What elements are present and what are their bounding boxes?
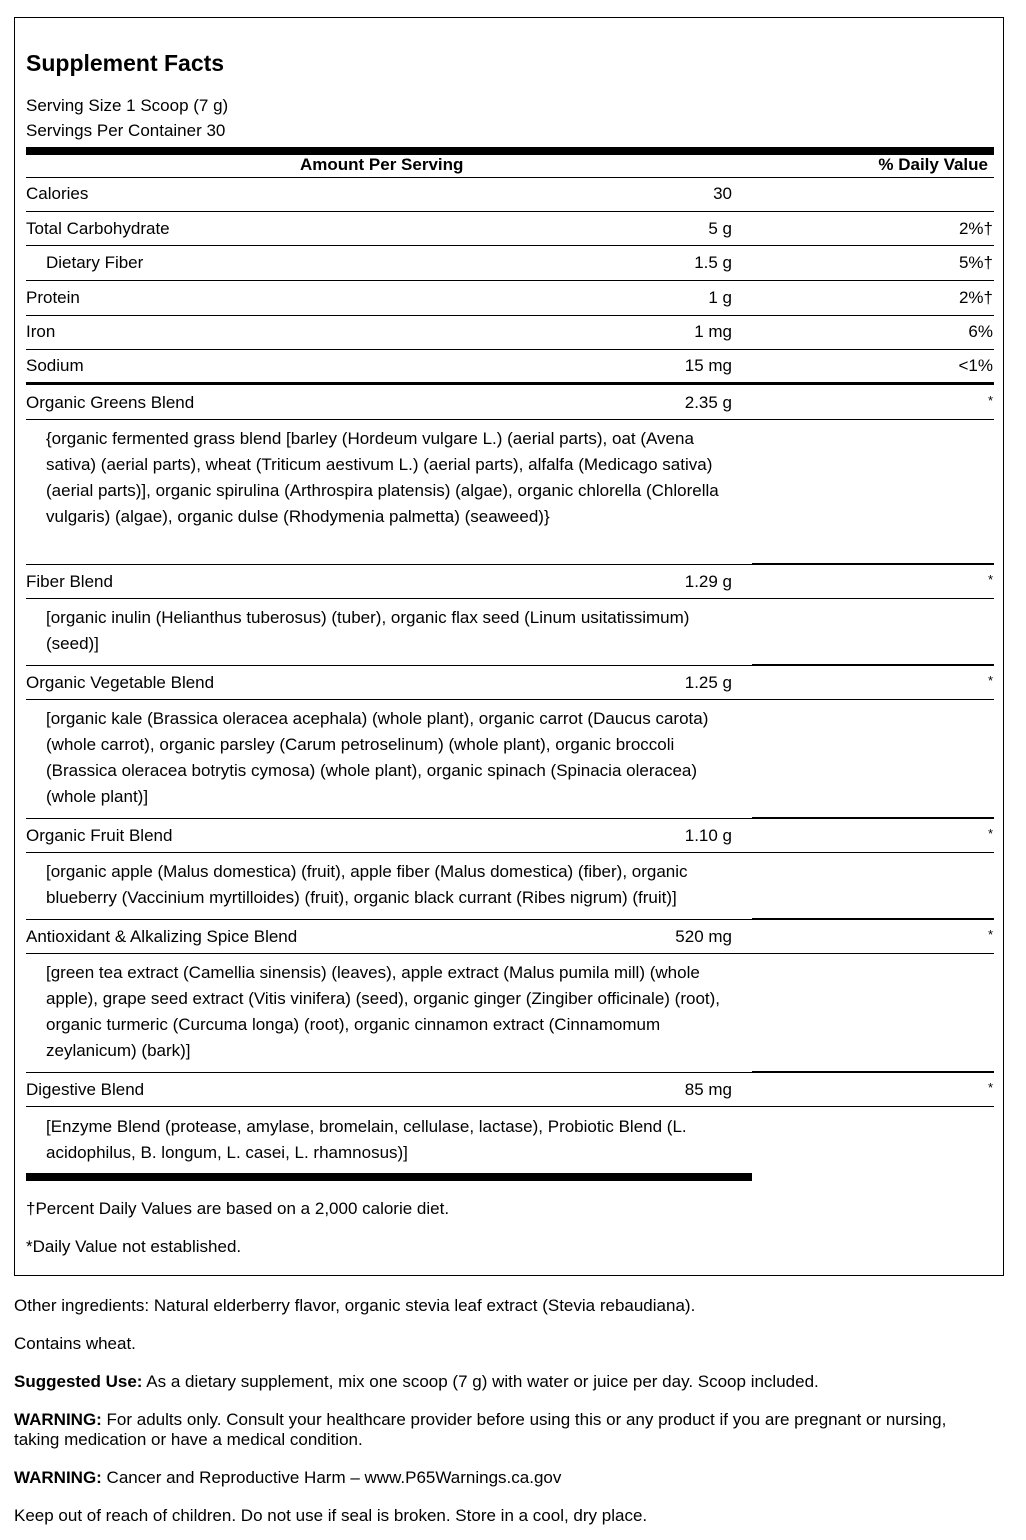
warning-text: For adults only. Consult your healthcare provider before using this or any product if you are pregnant or nursing, — [101, 1410, 947, 1429]
nutrient-daily-value: 5%† — [958, 253, 993, 272]
blend-amount: 1.10 g — [684, 826, 732, 845]
blend-amount: 1.29 g — [684, 572, 732, 591]
blend-daily-value: * — [987, 673, 993, 688]
row-divider — [26, 211, 994, 212]
panel-title: Supplement Facts — [26, 50, 225, 76]
blend-ingredients: {organic fermented grass blend [barley (Hordeum vulgare L.) (aerial parts), oat (Avena sativa) (aerial parts), wheat (Triticum aestivum L.) (aerial parts), alfalfa (Medicago sativa) (aerial parts)], organic spirulina (Arthrospira platensis) (algae), organic chlorella (Chlorella vulgaris) (algae), organic dulse (Rhodymenia palmetta) (seaweed)} — [46, 429, 719, 526]
dv-column-divider — [752, 664, 994, 666]
thick-bottom-bar — [26, 1173, 752, 1181]
row-divider — [26, 699, 994, 700]
blend-amount: 85 mg — [684, 1080, 732, 1099]
blend-daily-value: * — [987, 826, 993, 841]
daily-value-header: % Daily Value — [878, 155, 988, 174]
nutrient-name: Protein — [26, 288, 80, 307]
blend-name: Organic Fruit Blend — [26, 826, 173, 845]
row-divider — [26, 177, 994, 178]
row-divider — [26, 419, 994, 420]
other-ingredients: Other ingredients: Natural elderberry flavor, organic stevia leaf extract (Stevia rebaudiana). — [14, 1296, 696, 1315]
storage-statement: Keep out of reach of children. Do not use if seal is broken. Store in a cool, dry place. — [14, 1506, 648, 1525]
nutrient-daily-value: <1% — [958, 356, 993, 375]
row-divider — [26, 852, 994, 853]
blend-amount: 2.35 g — [684, 393, 732, 412]
serving-size: Serving Size 1 Scoop (7 g) — [26, 96, 229, 115]
footnote-star: *Daily Value not established. — [26, 1237, 242, 1256]
nutrient-name: Sodium — [26, 356, 84, 375]
blend-amount: 520 mg — [675, 927, 732, 946]
footnote-dagger: †Percent Daily Values are based on a 2,000 calorie diet. — [26, 1199, 450, 1218]
warning-text: Cancer and Reproductive Harm – www.P65Warnings.ca.gov — [101, 1468, 562, 1487]
contains-statement: Contains wheat. — [14, 1334, 136, 1353]
warning-adults-continued: taking medication or have a medical condition. — [14, 1430, 363, 1449]
blend-ingredients: [organic kale (Brassica oleracea acephala) (whole plant), organic carrot (Daucus carota) (whole carrot), organic parsley (Carum petroselinum) (whole plant), organic broccoli (Brassica oleracea botrytis cymosa) (whole plant), organic spinach (Spinacia oleracea) (whole plant)] — [46, 709, 709, 806]
servings-per-container: Servings Per Container 30 — [26, 121, 226, 140]
suggested-use-label: Suggested Use: — [14, 1372, 143, 1391]
nutrient-daily-value: 2%† — [958, 288, 993, 307]
nutrient-amount: 1.5 g — [694, 253, 732, 272]
amount-per-serving-header: Amount Per Serving — [300, 155, 464, 174]
row-divider — [26, 280, 994, 281]
warning-label: WARNING: — [14, 1468, 102, 1487]
dv-column-divider — [752, 918, 994, 920]
blend-name: Antioxidant & Alkalizing Spice Blend — [26, 927, 298, 946]
nutrient-amount: 30 — [713, 184, 732, 203]
blend-daily-value: * — [987, 1080, 993, 1095]
thick-divider — [26, 147, 994, 155]
nutrient-daily-value: 6% — [968, 322, 993, 341]
nutrient-name: Calories — [26, 184, 89, 203]
row-divider — [26, 598, 994, 599]
nutrient-name: Dietary Fiber — [46, 253, 144, 272]
nutrient-name: Total Carbohydrate — [26, 219, 170, 238]
section-divider — [26, 382, 994, 385]
nutrient-daily-value: 2%† — [958, 219, 993, 238]
blend-daily-value: * — [987, 393, 993, 408]
blend-daily-value: * — [987, 927, 993, 942]
nutrient-name: Iron — [26, 322, 56, 341]
nutrient-amount: 1 mg — [694, 322, 732, 341]
blend-name: Digestive Blend — [26, 1080, 145, 1099]
blend-ingredients: [organic inulin (Helianthus tuberosus) (tuber), organic flax seed (Linum usitatissimum) (seed)] — [46, 608, 690, 653]
blend-daily-value: * — [987, 572, 993, 587]
row-divider — [26, 315, 994, 316]
dv-column-divider — [752, 563, 994, 565]
dv-column-divider — [752, 1071, 994, 1073]
row-divider — [26, 1106, 994, 1107]
warning-label: WARNING: — [14, 1410, 102, 1429]
row-divider — [26, 349, 994, 350]
blend-name: Organic Greens Blend — [26, 393, 195, 412]
blend-amount: 1.25 g — [684, 673, 732, 692]
suggested-use-text: As a dietary supplement, mix one scoop (7 g) with water or juice per day. Scoop included. — [142, 1372, 819, 1391]
blend-ingredients: [organic apple (Malus domestica) (fruit), apple fiber (Malus domestica) (fiber), organic blueberry (Vaccinium myrtilloides) (fruit), organic black currant (Ribes nigrum) (fruit)] — [46, 862, 688, 907]
blend-ingredients: [green tea extract (Camellia sinensis) (leaves), apple extract (Malus pumila mill) (whole apple), grape seed extract (Vitis vinifera) (seed), organic ginger (Zingiber officinale) (root), organic turmeric (Curcuma longa) (root), organic cinnamon extract (Cinnamomum zeylanicum) (bark)] — [46, 963, 721, 1060]
row-divider — [26, 245, 994, 246]
blend-name: Organic Vegetable Blend — [26, 673, 215, 692]
row-divider — [26, 953, 994, 954]
warning-prop65 — [14, 1468, 561, 1488]
blend-ingredients: [Enzyme Blend (protease, amylase, bromelain, cellulase, lactase), Probiotic Blend (L. acidophilus, B. longum, L. casei, L. rhamnosus)] — [46, 1117, 687, 1162]
dv-column-divider — [752, 817, 994, 819]
nutrient-amount: 15 mg — [684, 356, 732, 375]
nutrient-amount: 1 g — [708, 288, 732, 307]
blend-name: Fiber Blend — [26, 572, 113, 591]
suggested-use — [14, 1372, 819, 1392]
nutrient-amount: 5 g — [708, 219, 732, 238]
warning-adults — [14, 1410, 946, 1430]
